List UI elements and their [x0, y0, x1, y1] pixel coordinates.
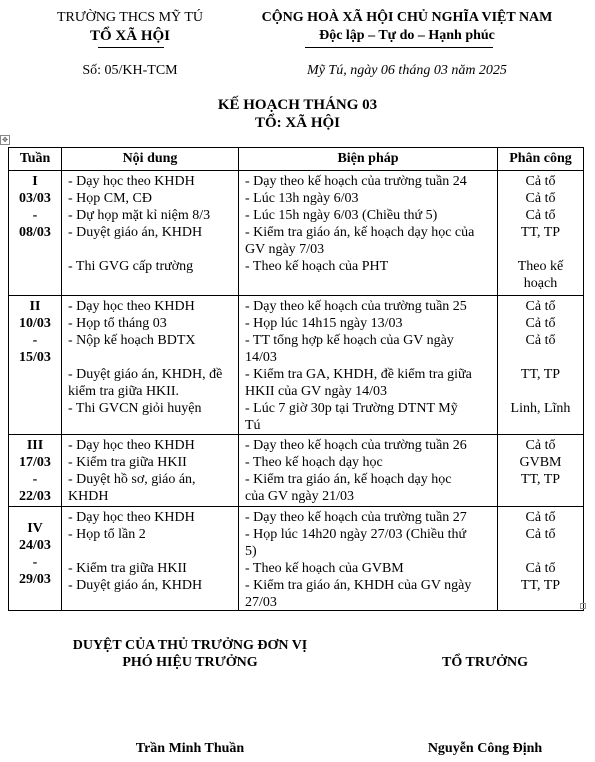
content-line: - Dự họp mặt kỉ niệm 8/3 [68, 208, 211, 223]
assign-line: Cả tổ [525, 174, 556, 189]
content-line: - Thi GVG cấp trường [68, 259, 194, 274]
week-number: III [26, 438, 44, 453]
place-date: Mỹ Tú, ngày 06 tháng 03 năm 2025 [307, 63, 507, 78]
content-line: - Duyệt giáo án, KHDH [68, 578, 203, 593]
measure-line: 14/03 [245, 350, 277, 365]
plan-table [8, 147, 584, 611]
measure-line: 27/03 [245, 595, 277, 610]
assign-line: Linh, Lĩnh [510, 401, 571, 416]
assign-line: Cả tổ [525, 333, 556, 348]
vice-principal-title: PHÓ HIỆU TRƯỞNG [122, 655, 258, 670]
header-week: Tuần [9, 148, 62, 171]
measure-line: - Kiểm tra GA, KHDH, đề kiểm tra giữa [245, 367, 472, 382]
measure-line: - Theo kế hoạch dạy học [245, 455, 383, 470]
week-number: II [29, 299, 41, 314]
content-line: - Họp tổ lần 2 [68, 527, 146, 542]
week-start: 10/03 [19, 316, 51, 331]
table-resize-handle-icon[interactable] [580, 603, 586, 609]
header-content: Nội dung [62, 148, 239, 171]
plan-title: KẾ HOẠCH THÁNG 03 [217, 97, 378, 113]
week-dash: - [32, 333, 38, 348]
content-line: - Duyệt giáo án, KHDH [68, 225, 203, 240]
measure-line: - Kiểm tra giáo án, kế hoạch dạy học [245, 472, 452, 487]
measure-line: - Kiểm tra giáo án, kế hoạch dạy học của [245, 225, 475, 240]
content-line: kiểm tra giữa HKII. [68, 384, 179, 399]
week-dash: - [32, 208, 38, 223]
assign-line: Cả tổ [525, 527, 556, 542]
measure-line: - Dạy theo kế hoạch của trường tuần 24 [245, 174, 467, 189]
table-row [9, 435, 584, 507]
week-start: 17/03 [19, 455, 51, 470]
assign-line: TT, TP [520, 578, 561, 593]
approval-title: DUYỆT CỦA THỦ TRƯỞNG ĐƠN VỊ [72, 638, 308, 653]
assign-line: Cả tổ [525, 191, 556, 206]
assign-line: TT, TP [520, 367, 561, 382]
measure-line: Tú [245, 418, 261, 433]
content-line: - Dạy học theo KHDH [68, 510, 195, 525]
assign-line: Theo kế [517, 259, 564, 274]
content-line: - Dạy học theo KHDH [68, 299, 195, 314]
measure-line: - Họp lúc 14h15 ngày 13/03 [245, 316, 403, 331]
content-line: - Họp tổ tháng 03 [68, 316, 167, 331]
measure-line: - Lúc 15h ngày 6/03 (Chiều thứ 5) [245, 208, 438, 223]
assign-line: Cả tổ [525, 316, 556, 331]
measure-line: - TT tổng hợp kế hoạch của GV ngày [245, 333, 454, 348]
measure-line: - Dạy theo kế hoạch của trường tuần 27 [245, 510, 467, 525]
week-end: 29/03 [19, 572, 51, 587]
assign-line: TT, TP [520, 225, 561, 240]
assign-line: Cả tổ [525, 208, 556, 223]
week-start: 24/03 [19, 538, 51, 553]
measure-line: - Họp lúc 14h20 ngày 27/03 (Chiều thứ [245, 527, 467, 542]
assign-line: Cả tổ [525, 510, 556, 525]
content-line: - Dạy học theo KHDH [68, 174, 195, 189]
measure-line: HKII của GV ngày 14/03 [245, 384, 388, 399]
content-line: - Dạy học theo KHDH [68, 438, 195, 453]
content-line: - Duyệt hồ sơ, giáo án, [68, 472, 196, 487]
measure-line: - Theo kế hoạch của PHT [245, 259, 389, 274]
week-number: IV [27, 521, 43, 536]
week-dash: - [32, 555, 38, 570]
week-start: 03/03 [19, 191, 51, 206]
assign-line: hoạch [523, 276, 558, 291]
national-motto: Độc lập – Tự do – Hạnh phúc [319, 28, 495, 43]
content-line: - Duyệt giáo án, KHDH, đề [68, 367, 223, 382]
table-row [9, 507, 584, 611]
measure-line: của GV ngày 21/03 [245, 489, 354, 504]
document-number: Số: 05/KH-TCM [82, 63, 178, 78]
week-number: I [32, 174, 38, 189]
assign-line: GVBM [519, 455, 562, 470]
left-signer-name: Trần Minh Thuần [135, 741, 245, 756]
week-dash: - [32, 472, 38, 487]
measure-line: - Lúc 7 giờ 30p tại Trường DTNT Mỹ [245, 401, 458, 416]
department-underline [98, 47, 164, 48]
motto-underline [305, 47, 493, 48]
assign-line: Cả tổ [525, 561, 556, 576]
table-move-handle-icon[interactable]: ✥ [0, 135, 10, 145]
measure-line: - Kiểm tra giáo án, KHDH của GV ngày [245, 578, 472, 593]
week-end: 15/03 [19, 350, 51, 365]
measure-line: GV ngày 7/03 [245, 242, 325, 257]
measure-line: - Lúc 13h ngày 6/03 [245, 191, 359, 206]
assign-line: Cả tổ [525, 299, 556, 314]
assign-line: Cả tổ [525, 438, 556, 453]
week-end: 22/03 [19, 489, 51, 504]
content-line: - Kiểm tra giữa HKII [68, 561, 187, 576]
assign-line: TT, TP [520, 472, 561, 487]
plan-subtitle: TỔ: XÃ HỘI [254, 115, 340, 131]
measure-line: 5) [245, 544, 257, 559]
content-line: - Kiểm tra giữa HKII [68, 455, 187, 470]
header-assignment: Phân công [498, 148, 584, 171]
department-name: TỔ XÃ HỘI [89, 28, 170, 44]
measure-line: - Theo kế hoạch của GVBM [245, 561, 404, 576]
table-row [9, 296, 584, 435]
content-line: - Nộp kế hoạch BDTX [68, 333, 196, 348]
week-end: 08/03 [19, 225, 51, 240]
measure-line: - Dạy theo kế hoạch của trường tuần 26 [245, 438, 467, 453]
content-line: - Họp CM, CĐ [68, 191, 153, 206]
nation-title: CỘNG HOÀ XÃ HỘI CHỦ NGHĨA VIỆT NAM [261, 10, 553, 25]
right-signer-name: Nguyễn Công Định [427, 741, 543, 756]
group-leader-title: TỔ TRƯỞNG [442, 655, 528, 670]
content-line: - Thi GVCN giỏi huyện [68, 401, 202, 416]
header-measures: Biện pháp [239, 148, 498, 171]
table-header-row [9, 148, 584, 171]
table-row [9, 171, 584, 296]
content-line: KHDH [68, 489, 109, 504]
school-name: TRƯỜNG THCS MỸ TÚ [56, 10, 204, 25]
measure-line: - Dạy theo kế hoạch của trường tuần 25 [245, 299, 467, 314]
